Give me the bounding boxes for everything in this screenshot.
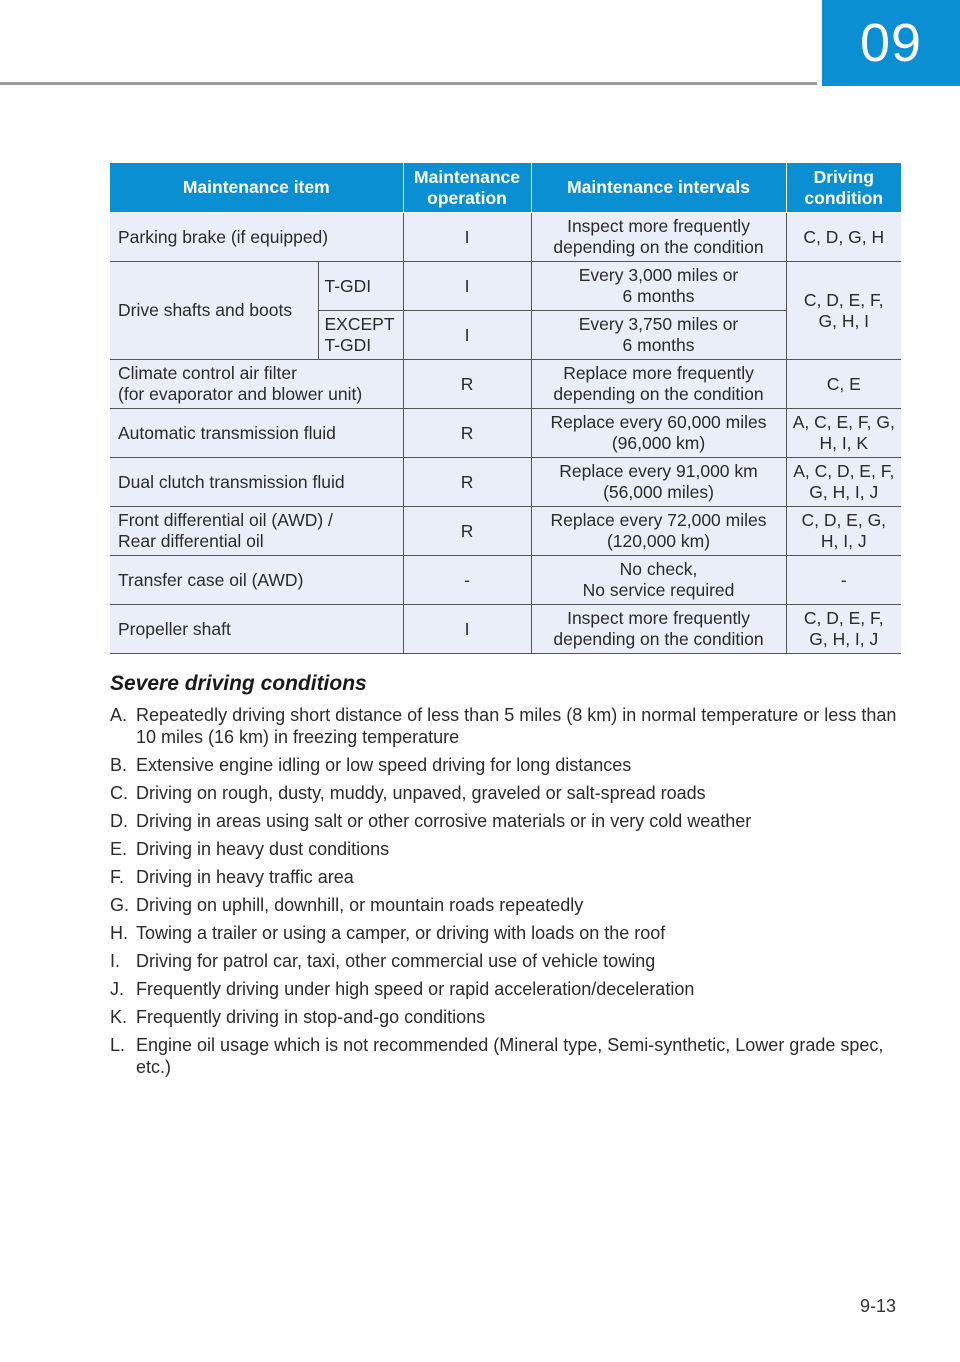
condition-text: Driving on uphill, downhill, or mountain roads repeatedly	[136, 895, 584, 915]
item-cell: Propeller shaft	[110, 605, 403, 654]
page-number: 9-13	[859, 1296, 896, 1316]
list-item	[110, 1034, 900, 1078]
list-item	[110, 866, 900, 888]
interval-cell: Replace more frequently depending on the condition	[531, 360, 786, 409]
condition-letter: G.	[110, 895, 130, 915]
operation-cell: -	[403, 556, 531, 605]
condition-text: Extensive engine idling or low speed driving for long distances	[136, 755, 632, 775]
list-item	[110, 978, 900, 1000]
column-header-item: Maintenance item	[110, 163, 403, 213]
condition-cell: -	[786, 556, 901, 605]
condition-letter: C.	[110, 783, 128, 803]
operation-cell: R	[403, 360, 531, 409]
table-row	[110, 605, 901, 654]
list-item	[110, 704, 900, 748]
condition-letter: F.	[110, 867, 125, 887]
item-cell: Automatic transmission fluid	[110, 409, 403, 458]
list-item	[110, 950, 900, 972]
condition-text: Driving on rough, dusty, muddy, unpaved, graveled or salt-spread roads	[136, 783, 706, 803]
item-cell: Transfer case oil (AWD)	[110, 556, 403, 605]
condition-text: Driving for patrol car, taxi, other commercial use of vehicle towing	[136, 951, 656, 971]
interval-cell: Inspect more frequently depending on the condition	[531, 605, 786, 654]
column-header-condition: Driving condition	[786, 163, 901, 213]
item-cell: Drive shafts and boots	[110, 262, 318, 360]
interval-cell: Every 3,000 miles or 6 months	[531, 262, 786, 311]
list-item	[110, 782, 900, 804]
column-header-intervals: Maintenance intervals	[531, 163, 786, 213]
condition-cell: A, C, E, F, G, H, I, K	[786, 409, 901, 458]
condition-letter: L.	[110, 1035, 126, 1055]
operation-cell: R	[403, 458, 531, 507]
table-row	[110, 262, 901, 311]
condition-cell: C, D, E, F, G, H, I, J	[786, 605, 901, 654]
operation-cell: I	[403, 213, 531, 262]
operation-cell: R	[403, 409, 531, 458]
condition-letter: D.	[110, 811, 128, 831]
list-item	[110, 1006, 900, 1028]
condition-text: Driving in heavy dust conditions	[136, 839, 390, 859]
operation-cell: R	[403, 507, 531, 556]
condition-cell: A, C, D, E, F, G, H, I, J	[786, 458, 901, 507]
interval-cell: Replace every 91,000 km (56,000 miles)	[531, 458, 786, 507]
condition-text: Driving in areas using salt or other corrosive materials or in very cold weather	[136, 811, 752, 831]
list-item	[110, 894, 900, 916]
condition-letter: J.	[110, 979, 125, 999]
table-row	[110, 458, 901, 507]
condition-cell: C, D, G, H	[786, 213, 901, 262]
condition-text: Frequently driving in stop-and-go conditions	[136, 1007, 486, 1027]
condition-cell: C, E	[786, 360, 901, 409]
list-item	[110, 838, 900, 860]
list-item	[110, 754, 900, 776]
condition-text: Repeatedly driving short distance of less than 5 miles (8 km) in normal temperature or less than 10 miles (16 km) in freezing temperature	[136, 705, 897, 747]
table-row	[110, 556, 901, 605]
list-item	[110, 922, 900, 944]
condition-cell: C, D, E, G, H, I, J	[786, 507, 901, 556]
severe-conditions-list	[110, 704, 900, 1084]
chapter-tab: 09	[822, 0, 960, 86]
engine-variant-cell: T-GDI	[318, 262, 403, 311]
maintenance-table	[110, 163, 901, 654]
table-header-row	[110, 163, 901, 213]
item-cell: Dual clutch transmission fluid	[110, 458, 403, 507]
operation-cell: I	[403, 262, 531, 311]
condition-letter: B.	[110, 755, 128, 775]
operation-cell: I	[403, 605, 531, 654]
condition-letter: H.	[110, 923, 128, 943]
column-header-operation: Maintenance operation	[403, 163, 531, 213]
item-cell: Parking brake (if equipped)	[110, 213, 403, 262]
table-row	[110, 213, 901, 262]
interval-cell: Every 3,750 miles or 6 months	[531, 311, 786, 360]
item-cell: Climate control air filter (for evaporator and blower unit)	[110, 360, 403, 409]
list-item	[110, 810, 900, 832]
interval-cell: Replace every 60,000 miles (96,000 km)	[531, 409, 786, 458]
interval-cell: Replace every 72,000 miles (120,000 km)	[531, 507, 786, 556]
engine-variant-cell: EXCEPT T-GDI	[318, 311, 403, 360]
condition-text: Frequently driving under high speed or rapid acceleration/deceleration	[136, 979, 695, 999]
condition-letter: I.	[110, 951, 121, 971]
condition-text: Towing a trailer or using a camper, or driving with loads on the roof	[136, 923, 666, 943]
item-cell: Front differential oil (AWD) / Rear differential oil	[110, 507, 403, 556]
interval-cell: Inspect more frequently depending on the condition	[531, 213, 786, 262]
condition-text: Driving in heavy traffic area	[136, 867, 354, 887]
condition-letter: E.	[110, 839, 128, 859]
severe-conditions-heading: Severe driving conditions	[110, 672, 367, 695]
table-row	[110, 507, 901, 556]
table-row	[110, 360, 901, 409]
header-rule	[0, 82, 817, 85]
condition-letter: K.	[110, 1007, 128, 1027]
table-row	[110, 409, 901, 458]
condition-text: Engine oil usage which is not recommended (Mineral type, Semi-synthetic, Lower grade spec, etc.)	[136, 1035, 884, 1077]
condition-letter: A.	[110, 705, 128, 725]
interval-cell: No check, No service required	[531, 556, 786, 605]
operation-cell: I	[403, 311, 531, 360]
condition-cell: C, D, E, F, G, H, I	[786, 262, 901, 360]
